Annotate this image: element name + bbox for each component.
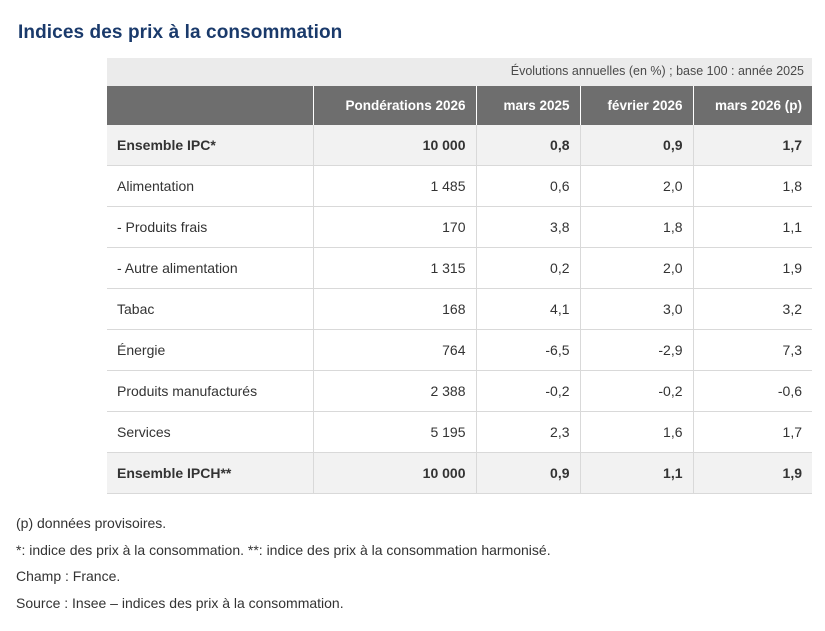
table-row <box>107 289 812 330</box>
row-value-mars-2026: -0,6 <box>693 371 812 412</box>
header-cell-mars-2025: mars 2025 <box>476 86 580 125</box>
row-value-mars-2025: 3,8 <box>476 207 580 248</box>
header-cell-mars-2026: mars 2026 (p) <box>693 86 812 125</box>
header-cell-ponderations: Pondérations 2026 <box>313 86 476 125</box>
row-value-fevrier-2026: 1,8 <box>580 207 693 248</box>
table-wrapper <box>107 58 812 494</box>
table-units-note: Évolutions annuelles (en %) ; base 100 : année 2025 <box>107 58 812 86</box>
row-value-fevrier-2026: 3,0 <box>580 289 693 330</box>
row-value-mars-2025: 0,6 <box>476 166 580 207</box>
row-value-mars-2025: 4,1 <box>476 289 580 330</box>
row-label: Alimentation <box>107 166 313 207</box>
table-body <box>107 125 812 494</box>
cpi-table <box>107 86 812 494</box>
row-label: Services <box>107 412 313 453</box>
row-value-fevrier-2026: 0,9 <box>580 125 693 166</box>
table-row <box>107 330 812 371</box>
row-value-ponderations: 764 <box>313 330 476 371</box>
table-row <box>107 453 812 494</box>
note-source: Source : Insee – indices des prix à la consommation. <box>16 594 344 611</box>
table-row <box>107 412 812 453</box>
row-value-ponderations: 2 388 <box>313 371 476 412</box>
row-label: Ensemble IPC* <box>107 125 313 166</box>
row-value-mars-2026: 1,7 <box>693 125 812 166</box>
row-label: - Produits frais <box>107 207 313 248</box>
row-value-mars-2026: 1,8 <box>693 166 812 207</box>
table-row <box>107 371 812 412</box>
row-value-ponderations: 1 315 <box>313 248 476 289</box>
row-value-mars-2025: 0,2 <box>476 248 580 289</box>
row-value-mars-2025: 0,8 <box>476 125 580 166</box>
table-row <box>107 248 812 289</box>
row-value-mars-2025: 0,9 <box>476 453 580 494</box>
row-value-fevrier-2026: -0,2 <box>580 371 693 412</box>
row-value-mars-2026: 1,9 <box>693 248 812 289</box>
note-scope: Champ : France. <box>16 568 121 585</box>
row-value-ponderations: 5 195 <box>313 412 476 453</box>
row-value-mars-2026: 1,7 <box>693 412 812 453</box>
table-row <box>107 207 812 248</box>
row-value-ponderations: 10 000 <box>313 125 476 166</box>
row-label: Produits manufacturés <box>107 371 313 412</box>
row-value-fevrier-2026: -2,9 <box>580 330 693 371</box>
row-value-mars-2025: -6,5 <box>476 330 580 371</box>
table-header <box>107 86 812 125</box>
row-value-mars-2026: 1,1 <box>693 207 812 248</box>
row-label: - Autre alimentation <box>107 248 313 289</box>
row-value-mars-2026: 7,3 <box>693 330 812 371</box>
table-header-row <box>107 86 812 125</box>
row-label: Ensemble IPCH** <box>107 453 313 494</box>
row-value-mars-2025: -0,2 <box>476 371 580 412</box>
note-definitions: *: indice des prix à la consommation. **: indice des prix à la consommation harmonisé. <box>16 541 551 558</box>
row-value-fevrier-2026: 1,6 <box>580 412 693 453</box>
row-value-mars-2026: 1,9 <box>693 453 812 494</box>
row-value-mars-2025: 2,3 <box>476 412 580 453</box>
header-cell-fevrier-2026: février 2026 <box>580 86 693 125</box>
page-title: Indices des prix à la consommation <box>18 22 343 43</box>
table-row <box>107 166 812 207</box>
row-label: Tabac <box>107 289 313 330</box>
row-label: Énergie <box>107 330 313 371</box>
header-cell-label <box>107 86 313 125</box>
row-value-fevrier-2026: 1,1 <box>580 453 693 494</box>
row-value-ponderations: 10 000 <box>313 453 476 494</box>
row-value-ponderations: 170 <box>313 207 476 248</box>
note-provisional: (p) données provisoires. <box>16 515 167 531</box>
row-value-fevrier-2026: 2,0 <box>580 248 693 289</box>
row-value-ponderations: 168 <box>313 289 476 330</box>
row-value-ponderations: 1 485 <box>313 166 476 207</box>
row-value-fevrier-2026: 2,0 <box>580 166 693 207</box>
row-value-mars-2026: 3,2 <box>693 289 812 330</box>
table-notes <box>16 510 811 616</box>
table-row <box>107 125 812 166</box>
